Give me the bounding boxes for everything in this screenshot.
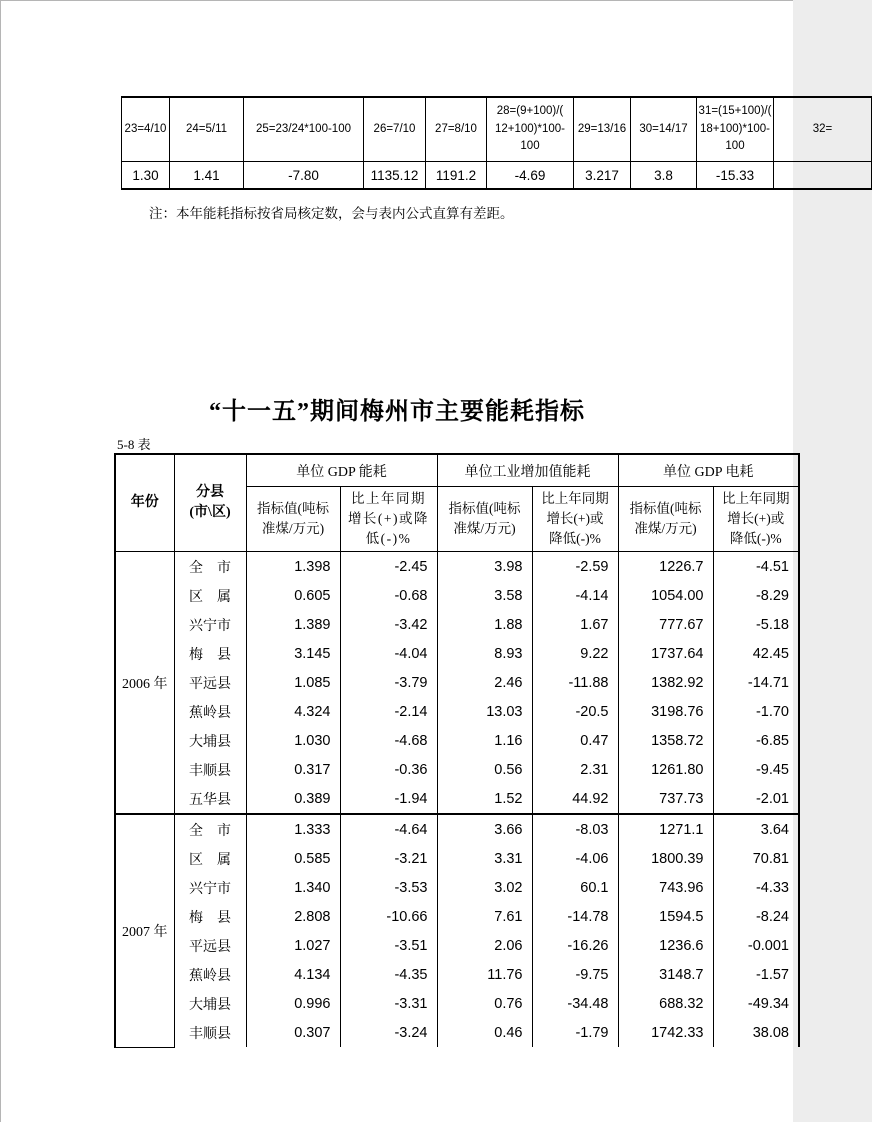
value-cell: -1.79 [532, 1018, 618, 1047]
value-cell: 1.16 [437, 726, 532, 755]
value-cell: -11.88 [532, 668, 618, 697]
note-text: 注：本年能耗指标按省局核定数，会与表内公式直算有差距。 [149, 206, 514, 221]
value-cell: 3.64 [713, 814, 799, 844]
value-cell: -2.45 [340, 552, 437, 582]
value-cell: -8.24 [713, 902, 799, 931]
table-row [115, 814, 799, 844]
formula-value-cell: 1191.2 [426, 162, 487, 190]
value-cell: -3.53 [340, 873, 437, 902]
value-cell: 1594.5 [618, 902, 713, 931]
table-row [115, 639, 799, 668]
table-row [115, 960, 799, 989]
table-row [115, 902, 799, 931]
value-cell: 3198.76 [618, 697, 713, 726]
formula-table [121, 96, 872, 190]
county-cell: 全 市 [174, 552, 246, 582]
value-cell: -4.35 [340, 960, 437, 989]
formula-value-cell: -4.69 [487, 162, 574, 190]
value-cell: -9.75 [532, 960, 618, 989]
value-cell: 60.1 [532, 873, 618, 902]
value-cell: 1.085 [246, 668, 340, 697]
table-row [115, 697, 799, 726]
county-cell: 梅 县 [174, 902, 246, 931]
formula-value-cell: -15.33 [697, 162, 774, 190]
value-cell: 0.307 [246, 1018, 340, 1047]
group-header-row [115, 454, 799, 487]
formula-col-header: 25=23/24*100-100 [244, 97, 364, 162]
value-cell: -4.64 [340, 814, 437, 844]
table-row [115, 1018, 799, 1047]
table-tag: 5-8 表 [117, 437, 151, 452]
value-cell: -4.33 [713, 873, 799, 902]
value-cell: 3.58 [437, 581, 532, 610]
value-cell: 1236.6 [618, 931, 713, 960]
value-cell: 1054.00 [618, 581, 713, 610]
value-cell: 8.93 [437, 639, 532, 668]
formula-col-header: 27=8/10 [426, 97, 487, 162]
county-cell: 丰顺县 [174, 755, 246, 784]
value-cell: -49.34 [713, 989, 799, 1018]
value-cell: 7.61 [437, 902, 532, 931]
formula-value-cell: 3.8 [631, 162, 697, 190]
table-row [115, 610, 799, 639]
county-cell: 大埔县 [174, 726, 246, 755]
table-row [115, 668, 799, 697]
value-cell: 737.73 [618, 784, 713, 814]
value-cell: 0.605 [246, 581, 340, 610]
value-cell: 1.88 [437, 610, 532, 639]
table-row [115, 581, 799, 610]
value-column-header: 指标值(吨标 准煤/万元) [618, 487, 713, 552]
value-cell: -2.01 [713, 784, 799, 814]
value-cell: 4.324 [246, 697, 340, 726]
value-cell: 9.22 [532, 639, 618, 668]
value-cell: 1382.92 [618, 668, 713, 697]
table-row [115, 755, 799, 784]
formula-header-row [122, 97, 872, 162]
county-cell: 丰顺县 [174, 1018, 246, 1047]
county-cell: 五华县 [174, 784, 246, 814]
value-cell: 11.76 [437, 960, 532, 989]
year-cell: 2006 年 [115, 552, 174, 815]
value-cell: -0.36 [340, 755, 437, 784]
value-cell: -1.94 [340, 784, 437, 814]
value-cell: -16.26 [532, 931, 618, 960]
value-cell: -2.14 [340, 697, 437, 726]
group-header: 单位 GDP 电耗 [618, 454, 799, 487]
value-cell: 1.67 [532, 610, 618, 639]
change-column-header: 比上年同期 增长(+)或 降低(-)% [532, 487, 618, 552]
value-cell: 13.03 [437, 697, 532, 726]
value-cell: -4.14 [532, 581, 618, 610]
table-row [115, 931, 799, 960]
value-cell: 1.52 [437, 784, 532, 814]
change-column-header: 比上年同期 增长(+)或 降低(-)% [713, 487, 799, 552]
value-cell: 1226.7 [618, 552, 713, 582]
value-cell: 777.67 [618, 610, 713, 639]
year-cell: 2007 年 [115, 814, 174, 1047]
formula-value-cell: 1.41 [170, 162, 244, 190]
formula-value-cell: 1.30 [122, 162, 170, 190]
value-column-header: 指标值(吨标 准煤/万元) [246, 487, 340, 552]
value-cell: 38.08 [713, 1018, 799, 1047]
value-cell: 2.06 [437, 931, 532, 960]
value-cell: -20.5 [532, 697, 618, 726]
formula-col-header: 28=(9+100)/( 12+100)*100- 100 [487, 97, 574, 162]
value-cell: 70.81 [713, 844, 799, 873]
formula-value-cell: 1135.12 [364, 162, 426, 190]
value-cell: 3.66 [437, 814, 532, 844]
county-column-header: 分县 (市\区) [174, 454, 246, 552]
value-cell: -1.57 [713, 960, 799, 989]
year-column-header: 年份 [115, 454, 174, 552]
county-cell: 大埔县 [174, 989, 246, 1018]
county-cell: 平远县 [174, 931, 246, 960]
formula-col-header: 23=4/10 [122, 97, 170, 162]
value-cell: -8.29 [713, 581, 799, 610]
value-cell: -4.68 [340, 726, 437, 755]
county-cell: 区 属 [174, 844, 246, 873]
value-cell: 1742.33 [618, 1018, 713, 1047]
energy-table-head [115, 454, 799, 552]
formula-value-cell [774, 162, 872, 190]
formula-value-row [122, 162, 872, 190]
table-row [115, 784, 799, 814]
value-cell: 0.56 [437, 755, 532, 784]
value-cell: 3.31 [437, 844, 532, 873]
value-cell: -3.42 [340, 610, 437, 639]
energy-table-body [115, 552, 799, 1048]
value-cell: 1.030 [246, 726, 340, 755]
value-cell: -10.66 [340, 902, 437, 931]
value-cell: 1800.39 [618, 844, 713, 873]
formula-col-header: 29=13/16 [574, 97, 631, 162]
value-cell: -4.51 [713, 552, 799, 582]
value-cell: -2.59 [532, 552, 618, 582]
value-cell: 42.45 [713, 639, 799, 668]
value-cell: 1.398 [246, 552, 340, 582]
value-cell: 44.92 [532, 784, 618, 814]
value-cell: -14.71 [713, 668, 799, 697]
value-cell: -14.78 [532, 902, 618, 931]
table-row [115, 552, 799, 582]
formula-value-cell: -7.80 [244, 162, 364, 190]
formula-col-header: 32= [774, 97, 872, 162]
county-cell: 梅 县 [174, 639, 246, 668]
value-cell: 0.76 [437, 989, 532, 1018]
value-cell: -3.79 [340, 668, 437, 697]
value-cell: -3.51 [340, 931, 437, 960]
county-cell: 平远县 [174, 668, 246, 697]
value-cell: -3.31 [340, 989, 437, 1018]
value-cell: 688.32 [618, 989, 713, 1018]
county-cell: 区 属 [174, 581, 246, 610]
value-cell: -6.85 [713, 726, 799, 755]
county-cell: 兴宁市 [174, 610, 246, 639]
value-cell: -34.48 [532, 989, 618, 1018]
formula-col-header: 26=7/10 [364, 97, 426, 162]
value-cell: 3.145 [246, 639, 340, 668]
change-column-header: 比上年同期 增长(+)或降 低(-)% [340, 487, 437, 552]
county-cell: 蕉岭县 [174, 697, 246, 726]
group-header: 单位 GDP 能耗 [246, 454, 437, 487]
value-cell: 1.340 [246, 873, 340, 902]
table-row [115, 726, 799, 755]
value-cell: -3.24 [340, 1018, 437, 1047]
formula-value-cell: 3.217 [574, 162, 631, 190]
value-cell: 1.027 [246, 931, 340, 960]
group-header: 单位工业增加值能耗 [437, 454, 618, 487]
value-cell: 0.317 [246, 755, 340, 784]
county-cell: 蕉岭县 [174, 960, 246, 989]
table-row [115, 873, 799, 902]
value-cell: 743.96 [618, 873, 713, 902]
value-cell: 1737.64 [618, 639, 713, 668]
value-cell: 0.996 [246, 989, 340, 1018]
value-cell: -0.68 [340, 581, 437, 610]
value-cell: -3.21 [340, 844, 437, 873]
table-row [115, 844, 799, 873]
energy-table [114, 453, 800, 1048]
value-column-header: 指标值(吨标 准煤/万元) [437, 487, 532, 552]
value-cell: 1358.72 [618, 726, 713, 755]
value-cell: 1.389 [246, 610, 340, 639]
value-cell: 3.98 [437, 552, 532, 582]
formula-col-header: 24=5/11 [170, 97, 244, 162]
value-cell: -9.45 [713, 755, 799, 784]
value-cell: 3.02 [437, 873, 532, 902]
value-cell: -4.06 [532, 844, 618, 873]
value-cell: 0.585 [246, 844, 340, 873]
value-cell: 2.31 [532, 755, 618, 784]
value-cell: 1261.80 [618, 755, 713, 784]
value-cell: -8.03 [532, 814, 618, 844]
page-title: “十一五”期间梅州市主要能耗指标 [209, 399, 585, 425]
value-cell: 0.46 [437, 1018, 532, 1047]
county-cell: 全 市 [174, 814, 246, 844]
value-cell: -4.04 [340, 639, 437, 668]
formula-col-header: 30=14/17 [631, 97, 697, 162]
value-cell: 1.333 [246, 814, 340, 844]
value-cell: 3148.7 [618, 960, 713, 989]
value-cell: -1.70 [713, 697, 799, 726]
value-cell: 0.47 [532, 726, 618, 755]
formula-col-header: 31=(15+100)/( 18+100)*100- 100 [697, 97, 774, 162]
value-cell: 4.134 [246, 960, 340, 989]
value-cell: 2.808 [246, 902, 340, 931]
value-cell: 0.389 [246, 784, 340, 814]
value-cell: 2.46 [437, 668, 532, 697]
table-row [115, 989, 799, 1018]
county-cell: 兴宁市 [174, 873, 246, 902]
value-cell: -0.001 [713, 931, 799, 960]
value-cell: 1271.1 [618, 814, 713, 844]
value-cell: -5.18 [713, 610, 799, 639]
